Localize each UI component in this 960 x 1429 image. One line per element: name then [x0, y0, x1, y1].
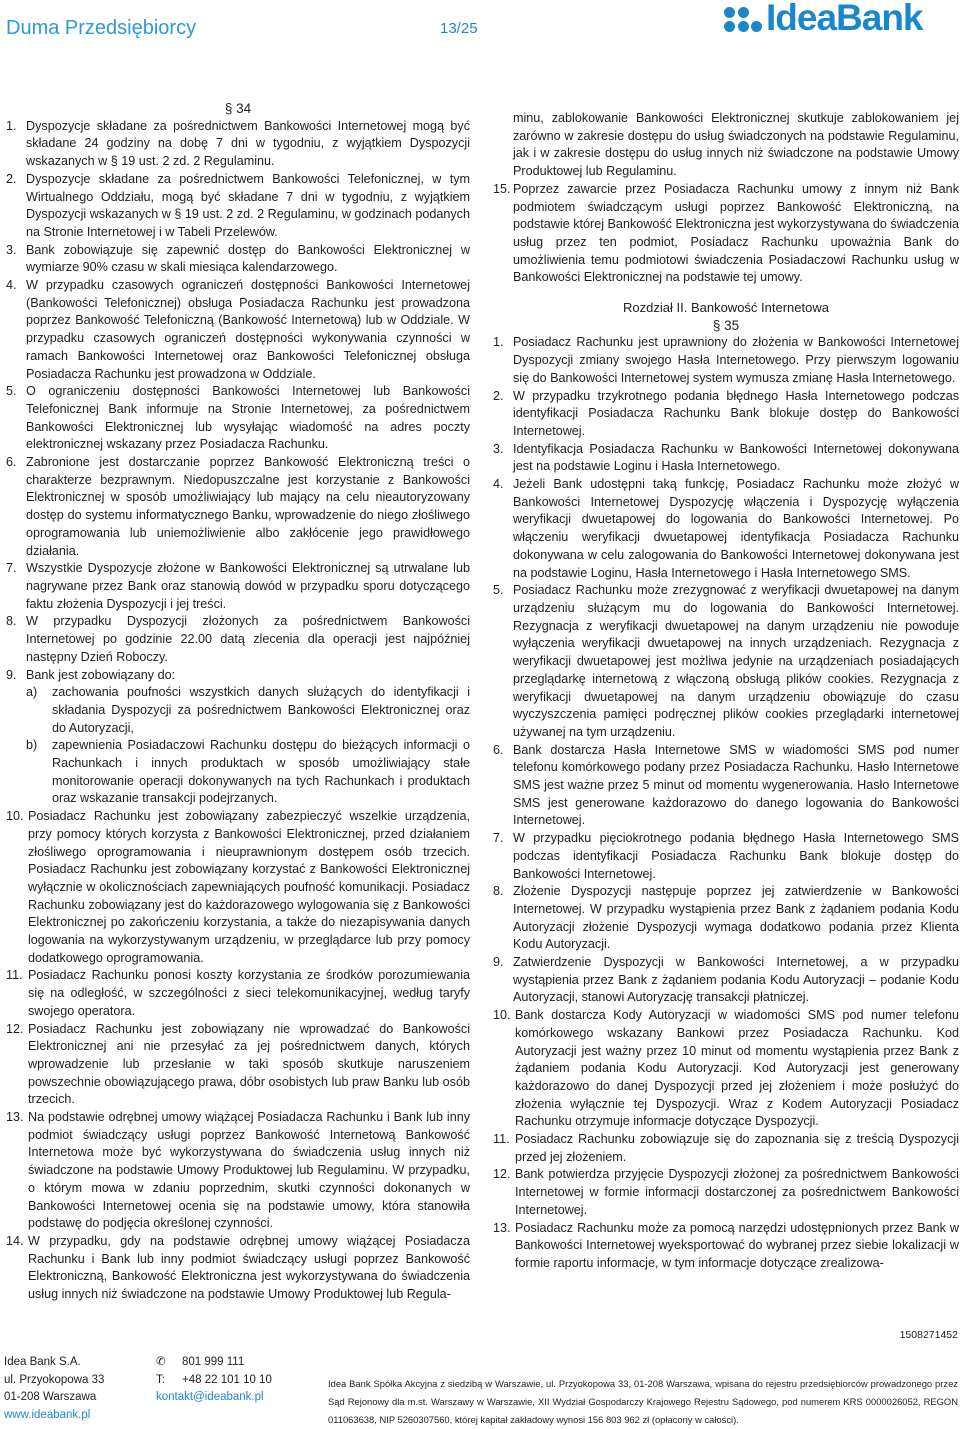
- logo-wordmark: IdeaBank: [766, 0, 923, 38]
- clause: [493, 582, 959, 741]
- clause-text: W przypadku pięciokrotnego podania błędnego Hasła Internetowego SMS podczas identyfikacji Posiadacza Rachunku Bank blokuje dostęp do Bankowości Internetowej.: [513, 831, 959, 881]
- clause-number: 2.: [493, 388, 504, 403]
- document-title: Duma Przedsiębiorcy: [6, 17, 197, 39]
- clause: [6, 560, 470, 613]
- clause-number: 11.: [6, 968, 23, 983]
- company-name: Idea Bank S.A.: [4, 1356, 81, 1368]
- clause: [493, 334, 959, 387]
- clause-number: 10.: [6, 809, 24, 824]
- section-heading-35: § 35: [712, 317, 740, 333]
- clause-number: 8.: [493, 884, 504, 899]
- clause-text: Na podstawie odrębnej umowy wiążącej Posiadacza Rachunku i Bank lub inny podmiot świadczący usługi poprzez Bankowość Internetową Bankowość Internetowa może być wykorzystywana do świadczenia usług innych niż świadczone na podstawie Umowy Produktowej lub Regulaminu. W przypadku, o którym mowa w zdaniu poprzednim, skutki czynności dokonanych w Bankowości Internetowej ocenia się na podstawie umowy, która stanowiła podstawę do podjęcia określonej czynności.: [28, 1110, 470, 1231]
- legal-notice: Idea Bank Spółka Akcyjna z siedzibą w Warszawie, ul. Przyokopowa 33, 01-208 Warszawa, wpisana do rejestru przedsiębiorców prowadzonego przez Sąd Rejonowy dla m.st. Warszawy w Warszawie, XII Wydział Gospodarczy Krajowego Rejestru Sądowego, pod numerem KRS 0000026052, REGON 011063638, NIP 5260307560, której kapitał zakładowy wynosi 156 803 962 zł (opłacony w całości).: [328, 1378, 958, 1425]
- street: ul. Przyokopowa 33: [4, 1373, 105, 1386]
- clause-number: 4.: [493, 477, 504, 492]
- clause-number: 9.: [6, 667, 17, 682]
- hotline: 801 999 111: [182, 1356, 245, 1368]
- clause: [6, 383, 470, 454]
- clause: [6, 967, 470, 1020]
- clause-number: 6.: [493, 742, 504, 757]
- clause-text: W przypadku Dyspozycji złożonych za pośrednictwem Bankowości Internetowej po godzinie 22.00 datą zlecenia dla operacji jest najpóźniej następny Dzień Roboczy.: [26, 614, 470, 664]
- clause: [493, 1166, 959, 1219]
- city: 01-208 Warszawa: [4, 1391, 97, 1403]
- clause-number: a): [26, 685, 38, 700]
- clause: [493, 441, 959, 476]
- clause-number: 3.: [493, 441, 504, 456]
- clause-text: Poprzez zawarcie przez Posiadacza Rachunku umowy z innym niż Bank podmiotem świadczącym usługi poprzez Bankowość Elektroniczną, na podstawie której Bankowość Elektroniczna jest wykorzystywana do świadczenia usług przez ten podmiot, Posiadacz Rachunku upoważnia Bank do umożliwienia temu podmiotowi świadczenia Posiadaczowi Rachunku usług w Bankowości Elektronicznej na podstawie tej umowy.: [513, 181, 959, 285]
- clause-text: Posiadacz Rachunku zobowiązuje się do zapoznania się z treścią Dyspozycji przed jej złożeniem.: [515, 1132, 959, 1164]
- clause: [493, 476, 959, 582]
- sub-clause: [6, 684, 470, 737]
- left-clauses: [6, 118, 470, 1304]
- website-link[interactable]: www.ideabank.pl: [4, 1408, 91, 1421]
- clause-number: b): [26, 738, 38, 753]
- clause-text: Posiadacz Rachunku jest zobowiązany zabezpieczyć wszelkie urządzenia, przy pomocy których korzysta z Bankowości Elektronicznej, przed działaniem złośliwego oprogramowania i nieuprawnionym dostępem osób trzecich. Posiadacz Rachunku jest zobowiązany korzystać z Bankowości Elektronicznej wyłącznie w okolicznościach zapewniających poufność komunikacji. Posiadacz Rachunku zobowiązany jest do każdorazowego wylogowania się z Bankowości Elektronicznej po zakończeniu korzystania, a także do niezapisywania danych logowania na wykorzystywanym urządzeniu, w przeglądarce lub przy pomocy dodatkowego oprogramowania.: [28, 809, 470, 965]
- clause-number: 8.: [6, 614, 17, 629]
- clause: [493, 830, 959, 883]
- clause: [493, 388, 959, 441]
- section-heading-34: § 34: [224, 101, 252, 116]
- clause-number: 12.: [493, 1167, 511, 1182]
- clause-text: Bank dostarcza Kody Autoryzacji w wiadomości SMS pod numer telefonu komórkowego wskazany Bankowi przez Posiadacza Rachunku. Kod Autoryzacji jest ważny przez 10 minut od momentu wystąpienia przez Bank z żądaniem podania Kodu Autoryzacji. Kod Autoryzacji jest generowany każdorazowo do danej Dyspozycji przed jej złożeniem i może posłużyć do złożenia wyłącznie tej Dyspozycji. Wraz z Kodem Autoryzacji Posiadacz Rachunku otrzymuje informacje dotyczące Dyspozycji.: [515, 1008, 959, 1129]
- clause-text: Identyfikacja Posiadacza Rachunku w Bankowości Internetowej dokonywana jest na podstawie Loginu i Hasła Internetowego.: [513, 441, 959, 474]
- page-header: [0, 0, 960, 62]
- clause-number: 15.: [493, 181, 511, 196]
- clause-text: Posiadacz Rachunku jest zobowiązany nie wprowadzać do Bankowości Elektronicznej ani nie przesyłać za jej pośrednictwem danych, których wprowadzenie lub przesłanie w taki sposób skutkuje naruszeniem powszechnie obowiązującego prawa, dóbr osobistych lub praw Banku lub osób trzecich.: [28, 1021, 470, 1107]
- clause-number: 10.: [493, 1008, 511, 1023]
- clause: [6, 277, 470, 383]
- left-column: [6, 100, 470, 1304]
- clause-number: 2.: [6, 171, 17, 186]
- clause-number: 9.: [493, 955, 504, 970]
- clause: [493, 742, 959, 831]
- clause: [6, 118, 470, 171]
- clause-number: 7.: [6, 561, 17, 576]
- clause: [6, 1109, 470, 1233]
- continued-clause: minu, zablokowanie Bankowości Elektronicznej skutkuje zablokowaniem jej zarówno w zakresie dostępu do usług świadczonych na podstawie Regulaminu, jak i w zakresie dostępu do usług innych niż świadczone na podstawie Umowy Produktowej lub Regulaminu.: [513, 111, 959, 179]
- clause-number: 13.: [6, 1110, 24, 1125]
- clause-text: Posiadacz Rachunku może zrezygnować z weryfikacji dwuetapowej na danym urządzeniu służącym mu do logowania do Bankowości Internetowej. Rezygnacja z weryfikacji dwuetapowej na danym urządzeniu nie powoduje wyłączenia weryfikacji dwuetapowej na innych urządzeniach. Rezygnacja z weryfikacji dwuetapowej jest możliwa jedynie na urządzeniach posiadających przeglądarkę internetową z włączoną obsługą plików cookies. Rezygnacja z weryfikacji dwuetapowej na danym urządzeniu obowiązuje do czasu wyczyszczenia pamięci podręcznej plików cookies przeglądarki internetowej używanej na tym urządzeniu.: [513, 583, 959, 739]
- clause-text: Złożenie Dyspozycji następuje poprzez jej zatwierdzenie w Bankowości Internetowej. W przypadku wystąpienia przez Bank z żądaniem podania Kodu Autoryzacji złożenie Dyspozycji wymaga dodatkowo podania przez Klienta Kodu Autoryzacji.: [513, 884, 959, 952]
- clause: [6, 242, 470, 277]
- clause-text: Dyspozycje składane za pośrednictwem Bankowości Telefonicznej, w tym Wirtualnego Oddziału, mogą być składane 7 dni w tygodniu, z wyjątkiem Dyspozycji wskazanych w § 19 ust. 2 zd. 2 Regulaminu, w godzinach podanych na Stronie Internetowej i w Tabeli Przelewów.: [26, 171, 470, 239]
- clause: [6, 1233, 470, 1304]
- clause-text: Dyspozycje składane za pośrednictwem Bankowości Internetowej mogą być składane 24 godziny na dobę 7 dni w tygodniu, z wyjątkiem Dyspozycji wskazanych w § 19 ust. 2 zd. 2 Regulaminu.: [26, 118, 470, 169]
- clause-number: 6.: [6, 455, 17, 470]
- clause: [6, 171, 470, 242]
- clause-number: 5.: [6, 384, 17, 399]
- clause-text: Bank potwierdza przyjęcie Dyspozycji złożonej za pośrednictwem Bankowości Internetowej w formie informacji dostarczonej za pośrednictwem Bankowości Internetowej.: [515, 1167, 959, 1217]
- clause-number: 12.: [6, 1021, 24, 1036]
- clause-number: 13.: [493, 1220, 511, 1235]
- clause: [493, 1131, 959, 1166]
- clause-text: W przypadku, gdy na podstawie odrębnej umowy wiążącej Posiadacza Rachunku i Bank lub inny podmiot świadczący usługi poprzez Bankowość Elektroniczną, Bankowość Elektroniczna jest wykorzystywana do świadczenia usług innych niż świadczone na podstawie Umowy Produktowej lub Regula-: [28, 1234, 470, 1302]
- clause-number: 1.: [493, 335, 504, 350]
- clause: [493, 954, 959, 1007]
- page-footer: [0, 1329, 960, 1425]
- clause-text: Posiadacz Rachunku ponosi koszty korzystania ze środków porozumiewania się na odległość, w szczególności z sieci telekomunikacyjnej, według taryfy swojego operatora.: [28, 968, 470, 1018]
- right-column: [493, 110, 959, 1273]
- clause-number: 5.: [493, 583, 504, 598]
- clause-text: Posiadacz Rachunku jest uprawniony do złożenia w Bankowości Internetowej Dyspozycji zmiany swojego Hasła Internetowego. Przy pierwszym logowaniu się do Bankowości Internetowej system wymusza zmianę Hasła Internetowego.: [513, 335, 959, 385]
- clause-number: 14.: [6, 1234, 24, 1248]
- email-link[interactable]: kontakt@ideabank.pl: [156, 1391, 264, 1403]
- clause: [6, 613, 470, 666]
- right-clauses: [493, 334, 959, 1272]
- sub-clause: [6, 737, 470, 808]
- clause-number: 1.: [6, 118, 17, 133]
- clause: [493, 1220, 959, 1273]
- contact-info: [156, 1354, 272, 1407]
- clause-text: Posiadacz Rachunku może za pomocą narzędzi udostępnionych przez Bank w Bankowości Internetowej wyeksportować do wybranej przez siebie lokalizacji w formie raportu informacje, w tym informacje dotyczące zrealizowa-: [515, 1220, 959, 1270]
- clause: [6, 808, 470, 967]
- clause-text: O ograniczeniu dostępności Bankowości Internetowej lub Bankowości Telefonicznej Bank informuje na Stronie Internetowej, za pośrednictwem Bankowości Elektronicznej lub wysyłając wiadomość na adres poczty elektronicznej wskazany przez Posiadacza Rachunku.: [26, 384, 470, 452]
- clause-text: zachowania poufności wszystkich danych służących do identyfikacji i składania Dyspozycji za pośrednictwem Bankowości Elektronicznej oraz do Autoryzacji,: [52, 685, 470, 735]
- clause: [493, 883, 959, 954]
- clause-number: 11.: [493, 1132, 510, 1147]
- clause: [6, 667, 470, 685]
- clause-text: Wszystkie Dyspozycje złożone w Bankowości Elektronicznej są utrwalane lub nagrywane przez Bank oraz stanowią dowód w przypadku sporu dotyczącego faktu złożenia Dyspozycji i jej treści.: [26, 561, 470, 611]
- document-code: 1508271452: [899, 1329, 958, 1341]
- clause-number: 3.: [6, 242, 17, 257]
- clause: [6, 454, 470, 560]
- tel-label: T:: [156, 1373, 165, 1386]
- clause-text: Zabronione jest dostarczanie poprzez Bankowość Elektroniczną treści o charakterze bezprawnym. Niedopuszczalne jest korzystanie z Bankowości Elektronicznej w sposób umożliwiający lub mający na celu nieautoryzowany dostęp do systemu informatycznego Banku, wprowadzenie do niego złośliwego oprogramowania lub uniemożliwienie albo zakłócenie jego prawidłowego działania.: [26, 455, 470, 558]
- clause: [6, 1021, 470, 1110]
- clause-number: 4.: [6, 278, 17, 293]
- clause-text: W przypadku trzykrotnego podania błędnego Hasła Internetowego podczas identyfikacji Posiadacza Rachunku Bank blokuje dostęp do Bankowości Internetowej.: [513, 388, 959, 438]
- idea-bank-logo: [722, 1, 958, 41]
- phone-icon: ✆: [156, 1356, 166, 1368]
- clause-number: 7.: [493, 831, 504, 846]
- clause-text: Bank dostarcza Hasła Internetowe SMS w wiadomości SMS pod numer telefonu komórkowego podany przez Posiadacza Rachunku. Hasło Internetowe SMS jest ważne przez 5 minut od momentu wygenerowania. Hasło Internetowe SMS jest generowane każdorazowo do danego logowania do Bankowości Internetowej.: [513, 742, 959, 828]
- clause-text: W przypadku czasowych ograniczeń dostępności Bankowości Internetowej (Bankowości Telefonicznej) obsługa Posiadacza Rachunku jest prowadzona poprzez Bankowość Telefoniczną (Bankowość Internetową) lub w Oddziale. W przypadku czasowych ograniczeń dostępności wykonywania czynności w ramach Bankowości Internetowej oraz Bankowości Telefonicznej obsługa Posiadacza Rachunku jest prowadzona w Oddziale.: [26, 278, 470, 381]
- telephone: +48 22 101 10 10: [182, 1373, 272, 1386]
- clause-text: Bank zobowiązuje się zapewnić dostęp do Bankowości Elektronicznej w wymiarze 90% czasu w skali miesiąca kalendarzowego.: [26, 242, 470, 275]
- clause-text: Bank jest zobowiązany do:: [26, 667, 176, 682]
- chapter-heading: Rozdział II. Bankowość Internetowa: [623, 300, 829, 316]
- clause-text: Zatwierdzenie Dyspozycji w Bankowości Internetowej, a w przypadku wystąpienia przez Bank z żądaniem podania Kodu Autoryzacji – podanie Kodu Autoryzacji, stanowi Autoryzację transakcji płatniczej.: [513, 955, 959, 1005]
- page-number: 13/25: [440, 20, 478, 37]
- clause-text: zapewnienia Posiadaczowi Rachunku dostępu do bieżących informacji o Rachunkach i innych produktach w sposób umożliwiający stałe monitorowanie operacji dokonywanych na tych Rachunkach i produktach oraz wskazanie transakcji podejrzanych.: [52, 738, 470, 806]
- clause-text: Jeżeli Bank udostępni taką funkcję, Posiadacz Rachunku może złożyć w Bankowości Internetowej Dyspozycję włączenia i Dyspozycję wyłączenia weryfikacji dwuetapowej do logowania do Bankowości Internetowej. Po włączeniu weryfikacji dwuetapowej identyfikacja Posiadacza Rachunku dokonywana w celu zalogowania do Bankowości Internetowej dokonywana jest na podstawie Loginu, Hasła Internetowego i Hasła Internetowego SMS.: [513, 477, 959, 580]
- company-address: [4, 1354, 104, 1424]
- clause-15: [493, 181, 959, 287]
- clause: [493, 1007, 959, 1131]
